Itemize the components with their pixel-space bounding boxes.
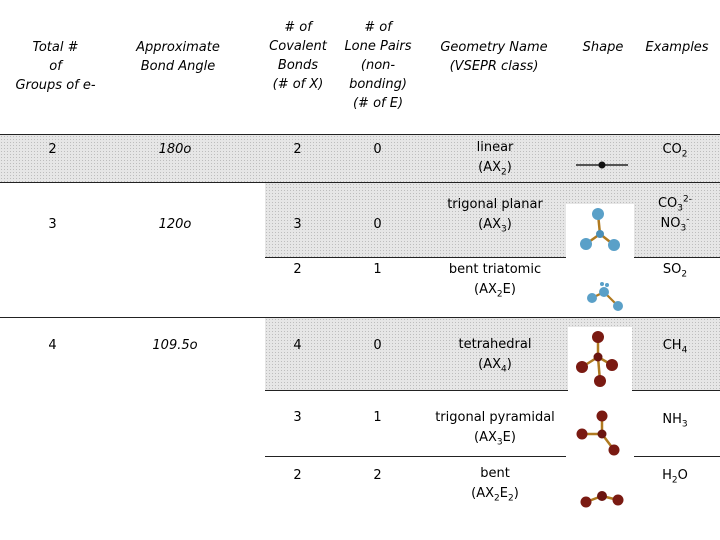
row-linear-geometry: linear $(AX_2)$ [476, 140, 514, 178]
row-tetrahedral-example: $CH_4$ [662, 338, 688, 356]
row-bent-e: 2 [373, 468, 382, 483]
groups-total-2: 2 [48, 142, 57, 157]
tetrahedral-molecule-icon [568, 327, 632, 395]
row-divider-1 [0, 182, 720, 183]
row-bent-x: 2 [293, 468, 302, 483]
row-divider-2 [265, 257, 720, 258]
row-divider-4 [265, 390, 720, 391]
trigonal-planar-molecule-icon [566, 204, 634, 258]
header-total-groups: Total # of Groups of e- [15, 40, 96, 93]
groups-total-4: 4 [48, 338, 57, 353]
row-tetrahedral-e: 0 [373, 338, 382, 353]
groups-total-3: 3 [48, 217, 57, 232]
header-covalent-bonds: # of Covalent Bonds (# of X) [269, 20, 327, 92]
row-trigonal-pyramidal-x: 3 [293, 410, 302, 425]
row-bent-example: $H_2O$ [662, 468, 688, 486]
row-trigonal-pyramidal-geometry: trigonal pyramidal $(AX_3E)$ [435, 410, 555, 448]
row-trigonal-planar-example: $CO_3^{2-}$ $NO_3^-$ [657, 194, 693, 234]
groups-angle-109: 109.5o [152, 338, 198, 353]
row-bent-geometry: bent $(AX_2E_2)$ [471, 466, 519, 504]
linear-molecule-icon [572, 150, 632, 180]
header-bond-angle: Approximate Bond Angle [136, 40, 220, 74]
bent-molecule-icon [566, 470, 634, 526]
row-trigonal-pyramidal-e: 1 [373, 410, 382, 425]
row-trigonal-planar-x: 3 [293, 217, 302, 232]
header-geometry-name: Geometry Name (VSEPR class) [440, 40, 548, 74]
row-bent-triatomic-e: 1 [373, 262, 382, 277]
bent-triatomic-molecule-icon [566, 262, 634, 317]
trigonal-pyramidal-molecule-icon [566, 406, 634, 462]
row-linear-e: 0 [373, 142, 382, 157]
row-bent-triatomic-geometry: bent triatomic $(AX_2E)$ [448, 262, 542, 300]
groups-angle-180: 180o [158, 142, 192, 157]
row-linear-example: $CO_2$ [662, 142, 688, 160]
row-divider-5 [265, 456, 720, 457]
header-shape: Shape [582, 40, 624, 55]
row-trigonal-planar-e: 0 [373, 217, 382, 232]
row-tetrahedral-geometry: tetrahedral $(AX_4)$ [458, 337, 532, 375]
row-divider-3 [0, 317, 720, 318]
row-tetrahedral-x: 4 [293, 338, 302, 353]
row-trigonal-pyramidal-example: $NH_3$ [662, 412, 688, 430]
header-divider [0, 134, 720, 135]
row-trigonal-planar-geometry: trigonal planar $(AX_3)$ [447, 197, 543, 235]
header-examples: Examples [645, 40, 709, 55]
groups-angle-120: 120o [158, 217, 192, 232]
row-linear-x: 2 [293, 142, 302, 157]
header-lone-pairs: # of Lone Pairs (non- bonding) (# of E) [344, 20, 412, 111]
row-bent-triatomic-x: 2 [293, 262, 302, 277]
row-bent-triatomic-example: $SO_2$ [662, 262, 688, 280]
